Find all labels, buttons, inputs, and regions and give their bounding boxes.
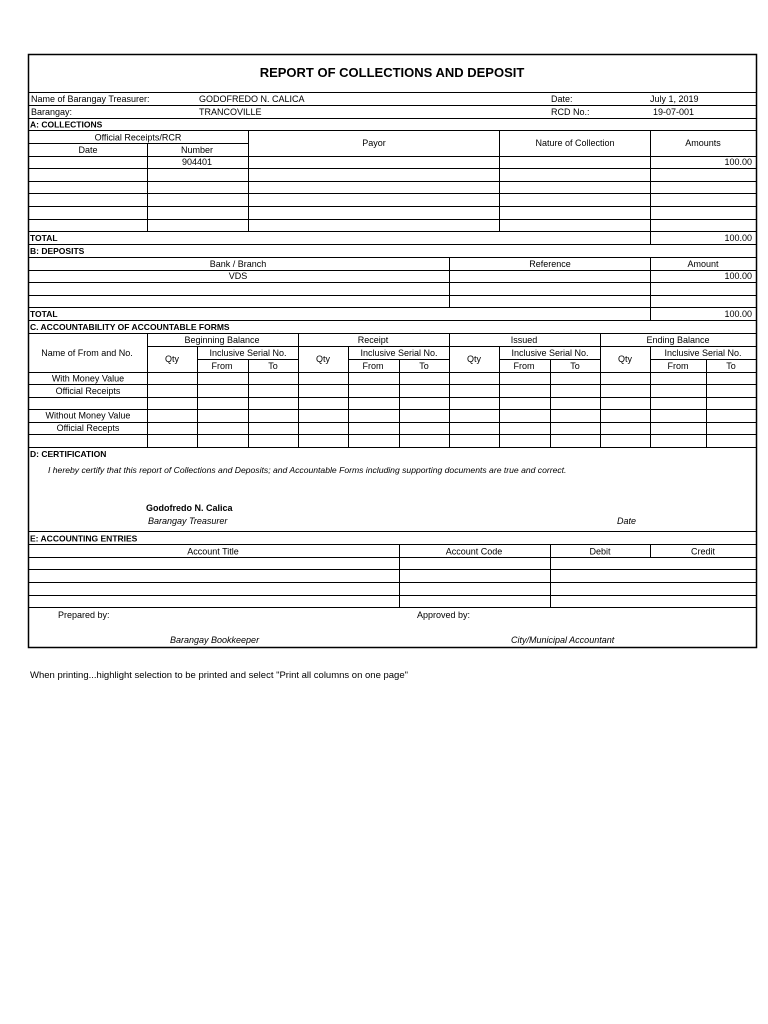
to-header: To [419, 361, 429, 371]
date-header: Date [78, 145, 98, 155]
from-header: From [667, 361, 689, 371]
form-row-label: Official Recepts [56, 423, 120, 433]
group-ending-balance: Ending Balance [646, 335, 710, 345]
or-header: Official Receipts/RCR [94, 132, 182, 143]
rcd-label: RCD No.: [551, 107, 590, 117]
amounts-header: Amounts [685, 138, 721, 148]
to-header: To [570, 361, 580, 371]
qty-header: Qty [466, 354, 482, 364]
debit-header: Debit [589, 546, 611, 557]
certification-date-label: Date [617, 516, 637, 526]
from-header: From [362, 361, 384, 371]
certification-section-label: D: CERTIFICATION [30, 449, 107, 459]
qty-header: Qty [315, 354, 331, 364]
prepared-role: Barangay Bookkeeper [170, 635, 260, 645]
group-receipt: Receipt [357, 335, 389, 345]
collection-row-number: 904401 [181, 157, 213, 167]
accounting-section-label: E: ACCOUNTING ENTRIES [30, 533, 138, 544]
deposit-row-amount: 100.00 [724, 271, 752, 281]
signer-name: Godofredo N. Calica [146, 503, 233, 513]
to-header: To [268, 361, 278, 371]
rcd-value: 19-07-001 [653, 107, 695, 117]
form-row-label: Without Money Value [45, 410, 131, 421]
approved-by-label: Approved by: [417, 610, 471, 620]
treasurer-label: Name of Barangay Treasurer: [31, 94, 150, 104]
collections-total-value: 100.00 [724, 233, 752, 243]
serial-header: Inclusive Serial No. [664, 348, 742, 358]
credit-header: Credit [690, 546, 716, 557]
bank-header: Bank / Branch [209, 259, 267, 269]
approved-role: City/Municipal Accountant [511, 635, 615, 645]
treasurer-value: GODOFREDO N. CALICA [199, 94, 305, 104]
form-name-header: Name of From and No. [41, 348, 133, 358]
date-value: July 1, 2019 [650, 94, 699, 104]
forms-section-label: C. ACCOUNTABILITY OF ACCOUNTABLE FORMS [30, 322, 230, 332]
signer-title: Barangay Treasurer [148, 516, 228, 526]
group-beginning-balance: Beginning Balance [184, 335, 260, 345]
prepared-by-label: Prepared by: [58, 610, 110, 620]
deposits-total-label: TOTAL [30, 309, 58, 319]
amount-header: Amount [687, 259, 719, 269]
nature-header: Nature of Collection [535, 138, 615, 148]
collections-total-label: TOTAL [30, 233, 58, 243]
collections-section-label: A: COLLECTIONS [30, 119, 103, 130]
payor-header: Payor [362, 138, 386, 148]
group-issued: Issued [510, 335, 538, 345]
serial-header: Inclusive Serial No. [360, 348, 438, 358]
certification-statement: I hereby certify that this report of Collections and Deposits; and Accountable Forms including supporting documents are true and correct. [48, 465, 567, 475]
barangay-value: TRANCOVILLE [199, 107, 262, 117]
serial-header: Inclusive Serial No. [209, 348, 287, 358]
account-title-header: Account Title [187, 546, 239, 557]
form-row-label: With Money Value [51, 373, 125, 384]
date-label: Date: [551, 94, 573, 104]
deposit-row-bank: VDS [228, 271, 248, 281]
reference-header: Reference [529, 259, 571, 269]
print-instructions-note: When printing...highlight selection to be printed and select "Print all columns on one page" [30, 670, 409, 681]
from-header: From [513, 361, 535, 371]
qty-header: Qty [164, 354, 180, 364]
collection-row-amount: 100.00 [724, 157, 752, 167]
number-header: Number [180, 145, 214, 155]
deposits-total-value: 100.00 [724, 309, 752, 319]
qty-header: Qty [617, 354, 633, 364]
report-title: REPORT OF COLLECTIONS AND DEPOSIT [259, 65, 525, 80]
from-header: From [211, 361, 233, 371]
deposits-section-label: B: DEPOSITS [30, 246, 85, 256]
serial-header: Inclusive Serial No. [511, 348, 589, 358]
barangay-label: Barangay: [31, 107, 73, 117]
form-row-label: Official Receipts [55, 386, 121, 396]
account-code-header: Account Code [445, 546, 503, 557]
to-header: To [726, 361, 736, 371]
